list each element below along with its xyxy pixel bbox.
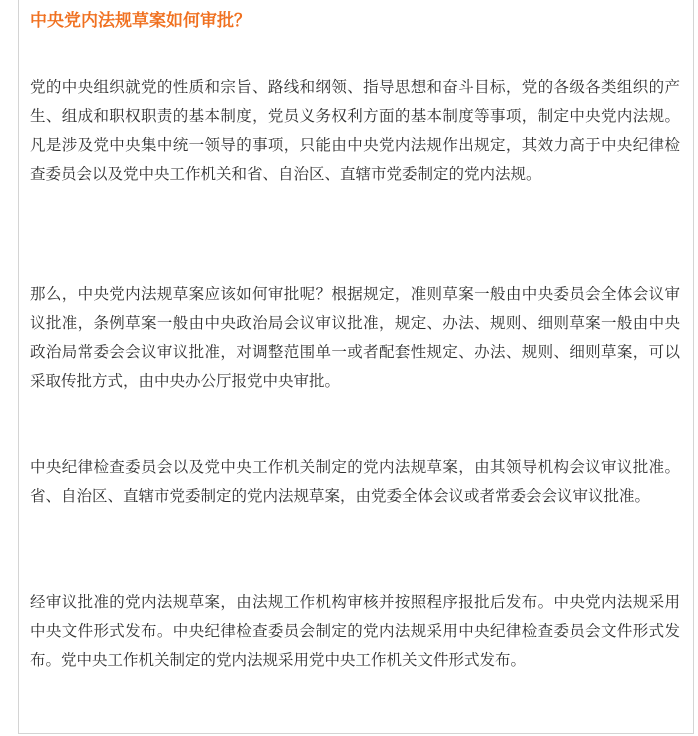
paragraph-4: 经审议批准的党内法规草案，由法规工作机构审核并按照程序报批后发布。中央党内法规采用中央文件形式发布。中央纪律检查委员会制定的党内法规采用中央纪律检查委员会文件形式发布。党中央工作机关制定的党内法规采用党中央工作机关文件形式发布。 xyxy=(30,593,680,669)
paragraph-1: 党的中央组织就党的性质和宗旨、路线和纲领、指导思想和奋斗目标，党的各级各类组织的产生、组成和职权职责的基本制度，党员义务权利方面的基本制度等事项，制定中央党内法规。凡是涉及党中央集中统一领导的事项，只能由中央党内法规作出规定，其效力高于中央纪律检查委员会以及党中央工作机关和省、自治区、直辖市党委制定的党内法规。 xyxy=(30,78,680,183)
paragraph-2: 那么，中央党内法规草案应该如何审批呢？根据规定，准则草案一般由中央委员会全体会议审议批准，条例草案一般由中央政治局会议审议批准，规定、办法、规则、细则草案一般由中央政治局常委会会议审议批准，对调整范围单一或者配套性规定、办法、规则、细则草案，可以采取传批方式，由中央办公厅报党中央审批。 xyxy=(30,285,680,390)
article-title: 中央党内法规草案如何审批？ xyxy=(30,11,251,31)
paragraph-3: 中央纪律检查委员会以及党中央工作机关制定的党内法规草案，由其领导机构会议审议批准。省、自治区、直辖市党委制定的党内法规草案，由党委全体会议或者常委会会议审议批准。 xyxy=(30,458,680,505)
